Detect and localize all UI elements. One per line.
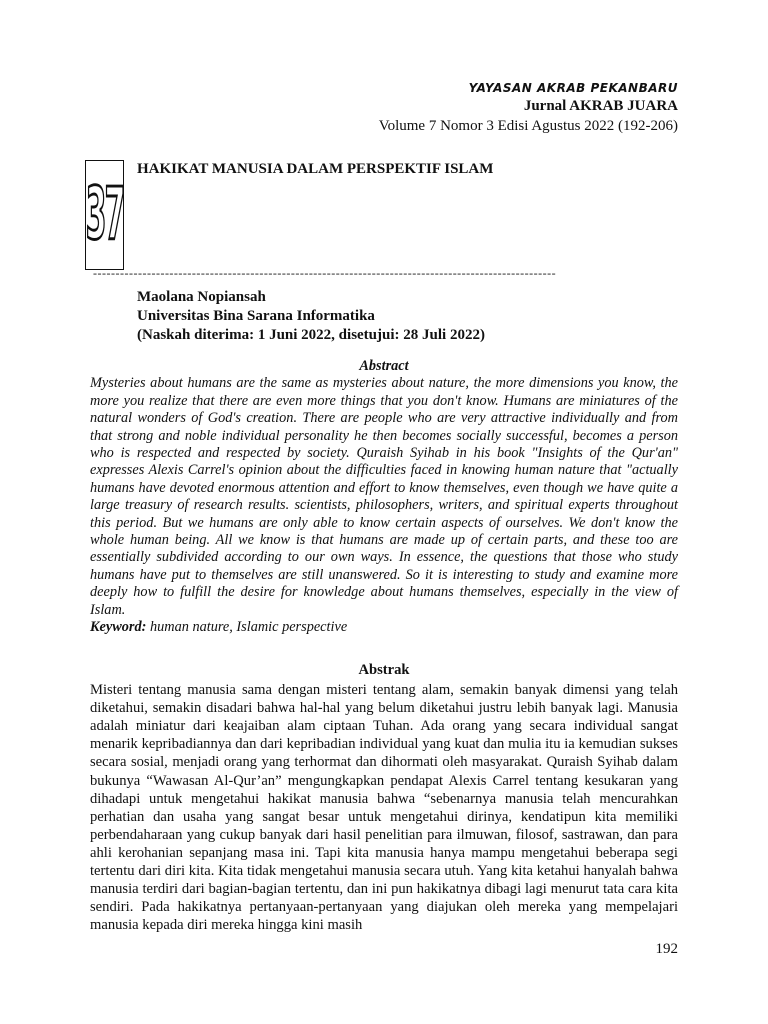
author-block: [137, 288, 485, 345]
publisher-name: YAYASAN AKRAB PEKANBARU: [468, 81, 678, 95]
article-number: 37: [85, 173, 124, 257]
journal-name: Jurnal AKRAB JUARA: [523, 98, 678, 114]
keywords: [90, 619, 678, 636]
author-affiliation: Universitas Bina Sarana Informatika: [137, 308, 375, 324]
abstrak-body: Misteri tentang manusia sama dengan misteri tentang alam, semakin banyak dimensi yang telah diketahui, semakin disadari bahwa hal-hal yang belum diketahui justru lebih banyak lagi. Manusia adalah miniatur dari keajaiban alam ciptaan Tuhan. Ada orang yang secara individual sangat menarik kepribadiannya dan dari kepribadian individual yang kuat dan mulia itu ia kemudian sukses secara sosial, menjadi orang yang terhormat dan dihormati oleh masyarakat. Quraish Syihab dalam bukunya “Wawasan Al-Qur’an” mengungkapkan pendapat Alexis Carrel tentang kesukaran yang dihadapi untuk mengetahui hakikat manusia bahwa “sebenarnya manusia telah mencurahkan perhatian dan usaha yang sangat besar untuk mengetahui dirinya, kendatipun kita memiliki perbendaharaan yang cukup banyak dari hasil penelitian para ilmuwan, filosof, sastrawan, dan para ahli kerohanian sepanjang masa ini. Tapi kita manusia hanya mampu mengetahui beberapa segi tertentu dari diri kita. Kita tidak mengetahui manusia secara utuh. Yang kita ketahui hanyalah bahwa manusia terdiri dari bagian-bagian tertentu, dan ini pun hakikatnya dibagi lagi menurut tata cara kita sendiri. Pada hakikatnya pertanyaan-pertanyaan yang diajukan oleh mereka yang mempelajari manusia kepada diri mereka hingga kini masih: [90, 682, 678, 934]
abstract-body: Mysteries about humans are the same as mysteries about nature, the more dimensions you know, the more you realize that there are even more things that you don't know. Humans are miniatures of the natural wonders of God's creation. There are people who are very attractive individually and from that strong and noble individual personality he then becomes socially successful, becomes a person who is respected and respected by society. Quraish Syihab in his book "Insights of the Qur'an" expresses Alexis Carrel's opinion about the difficulties faced in knowing human nature that "actually humans have devoted enormous attention and effort to know themselves, even though we have quite a large treasury of research results. scientists, philosophers, writers, and spiritual experts throughout this period. But we humans are only able to know certain aspects of ourselves. We don't know the whole human being. All we know is that humans are made up of certain parts, and these too are essentially subdivided according to our own ways. In essence, the questions that those who study humans have put to themselves are still unanswered. So it is interesting to study and examine more deeply how to fulfill the desire for knowledge about humans themselves, especially in the view of Islam.: [90, 375, 678, 618]
volume-info: Volume 7 Nomor 3 Edisi Agustus 2022 (192-206): [378, 118, 678, 134]
abstrak-heading: Abstrak: [358, 662, 410, 678]
author-name: Maolana Nopiansah: [137, 289, 266, 305]
journal-header: [379, 80, 678, 136]
abstract-heading: Abstract: [359, 358, 409, 374]
divider-line: -------------------------------------------------------------------------------------------------------: [93, 266, 557, 280]
page-number: 192: [655, 941, 678, 957]
received-date: (Naskah diterima: 1 Juni 2022, disetujui: 28 Juli 2022): [137, 327, 485, 343]
abstract-indonesian: [90, 661, 678, 934]
abstract-english: [90, 358, 678, 637]
article-title: HAKIKAT MANUSIA DALAM PERSPEKTIF ISLAM: [137, 161, 494, 177]
keyword-values: human nature, Islamic perspective: [149, 619, 348, 636]
keyword-label: Keyword:: [90, 619, 147, 636]
article-number-box: [85, 160, 124, 270]
